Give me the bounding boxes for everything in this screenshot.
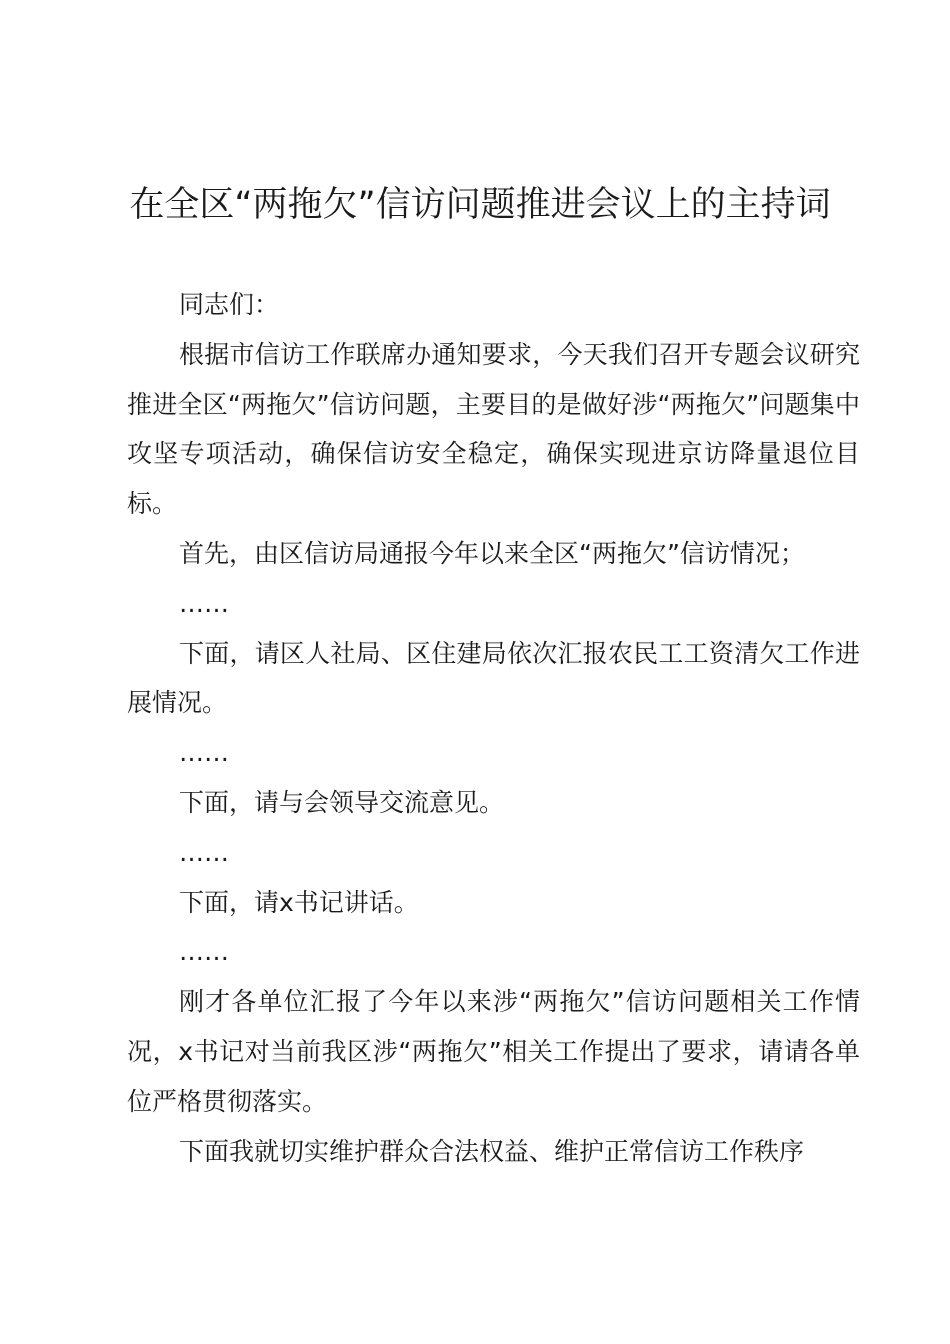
paragraph-ellipsis: …… bbox=[179, 588, 229, 618]
paragraph-ellipsis: …… bbox=[179, 937, 229, 967]
paragraph-intro: 根据市信访工作联席办通知要求，今天我们召开专题会议研究推进全区“两拖欠”信访问题，主要目的是做好涉“两拖欠”问题集中攻坚专项活动，确保信访安全稳定，确保实现进京访降量退位目标。 bbox=[127, 339, 860, 519]
paragraph-summary: 刚才各单位汇报了今年以来涉“两拖欠”信访问题相关工作情况，x书记对当前我区涉“两拖欠”相关工作提出了要求，请请各单位严格贯彻落实。 bbox=[127, 987, 860, 1116]
paragraph-report-item: 下面，请区人社局、区住建局依次汇报农民工工资清欠工作进展情况。 bbox=[127, 638, 860, 718]
paragraph-closing: 下面我就切实维护群众合法权益、维护正常信访工作秩序 bbox=[179, 1136, 805, 1166]
paragraph-ellipsis: …… bbox=[179, 837, 229, 867]
paragraph-ellipsis: …… bbox=[179, 738, 229, 768]
document-body bbox=[127, 280, 860, 1176]
paragraph-speech-item: 下面，请x书记讲话。 bbox=[179, 887, 419, 917]
paragraph-discussion-item: 下面，请与会领导交流意见。 bbox=[179, 787, 505, 817]
paragraph-first-item: 首先，由区信访局通报今年以来全区“两拖欠”信访情况； bbox=[179, 538, 805, 568]
paragraph-salutation: 同志们： bbox=[179, 290, 280, 319]
document-title: 在全区“两拖欠”信访问题推进会议上的主持词 bbox=[129, 185, 831, 225]
